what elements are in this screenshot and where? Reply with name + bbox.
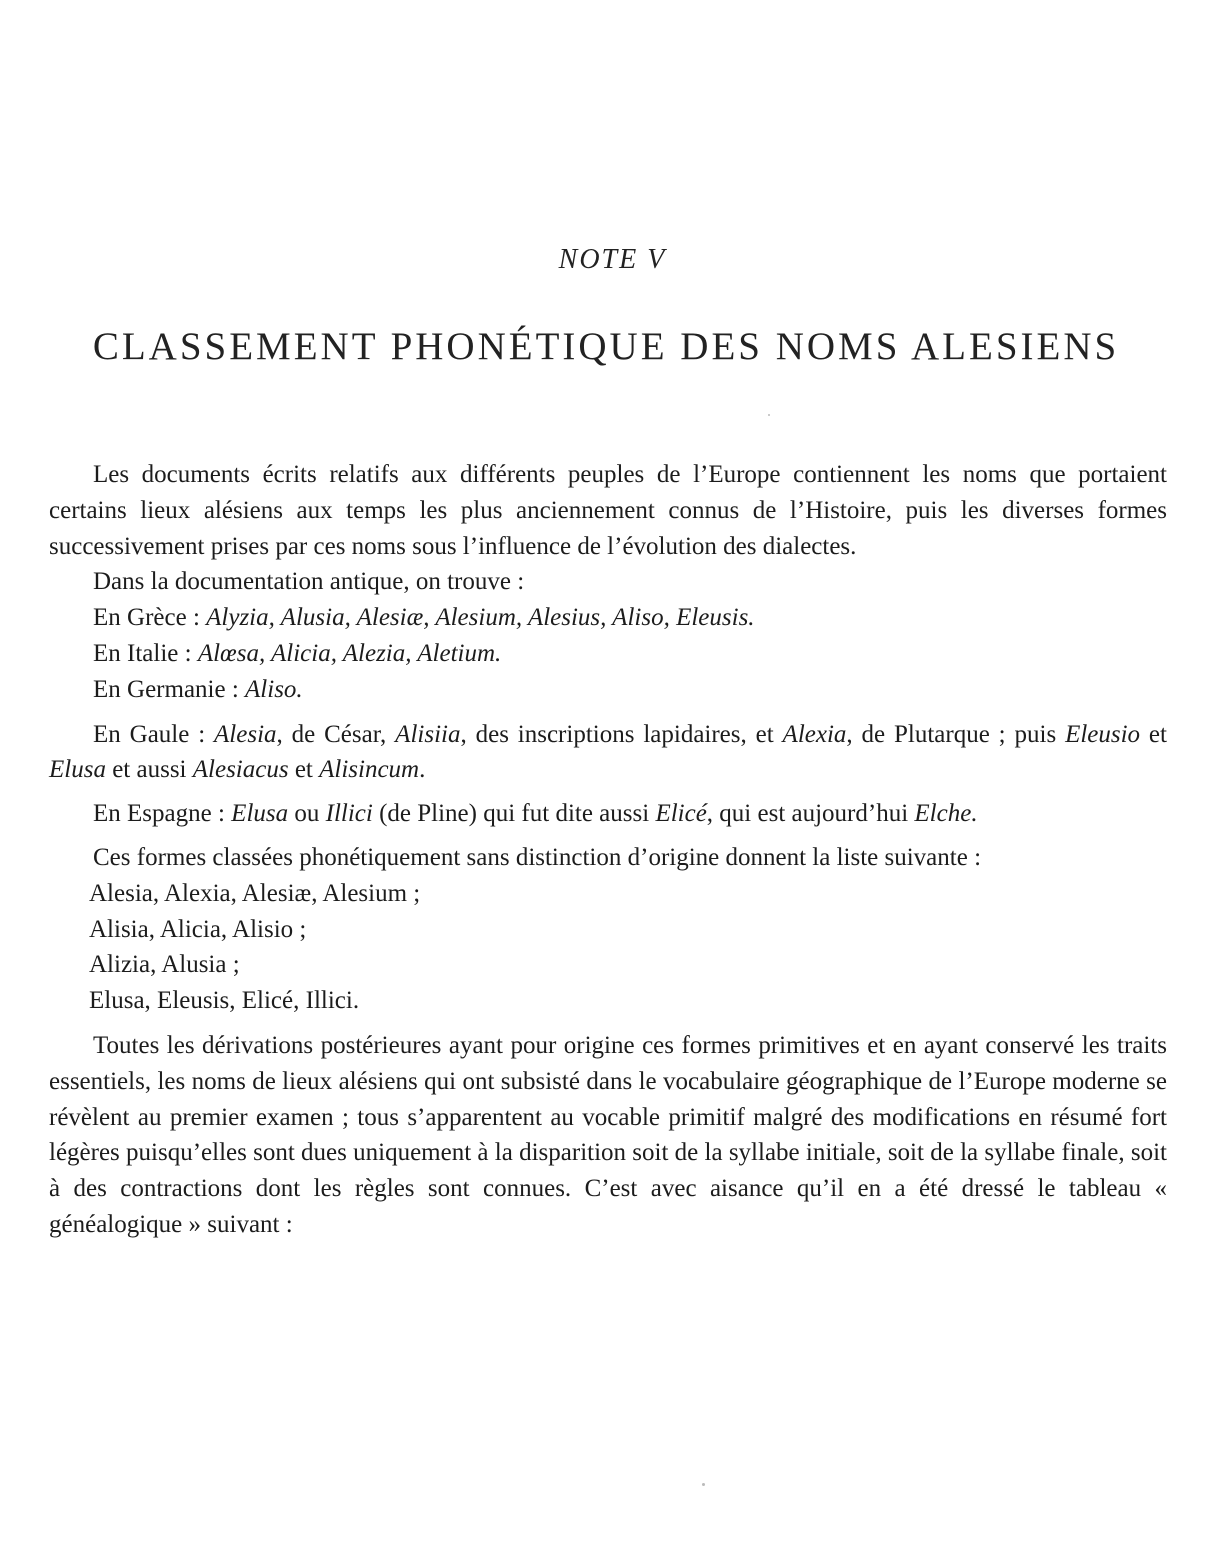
italie-names: Alœsa, Alicia, Alezia, Aletium.: [197, 639, 502, 667]
list-item: Alisia, Alicia, Alisio ;: [89, 915, 307, 943]
classement-paragraph: Ces formes classées phonétiquement sans distinction d’origine donnent la liste suivante :: [93, 843, 982, 871]
paper-speck: [702, 1483, 705, 1486]
list-item: Alizia, Alusia ;: [89, 951, 240, 979]
intro-paragraph: Les documents écrits relatifs aux différents peuples de l’Europe contiennent les noms que portaient certains lieux alésiens aux temps les plus anciennement connus de l’Histoire, puis les diverses formes successivement prises par ces noms sous l’influence de l’évolution des dialectes.: [49, 461, 1167, 560]
italie-label: En Italie :: [93, 639, 198, 667]
gaule-name: Alesia: [214, 720, 277, 748]
gaule-text: , de Plutarque ; puis: [846, 720, 1066, 748]
gaule-name: Alexia: [782, 720, 847, 748]
gaule-text: et aussi: [105, 756, 193, 784]
paper-speck: [768, 414, 770, 416]
germanie-names: Aliso.: [245, 675, 303, 703]
gaule-text: et: [288, 756, 320, 784]
espagne-name: Elicé: [655, 800, 707, 828]
espagne-text: ou: [288, 800, 326, 828]
gaule-text: et: [1140, 720, 1167, 748]
gaule-name: Alisincum: [319, 756, 420, 784]
page-title: CLASSEMENT PHONÉTIQUE DES NOMS ALESIENS: [92, 325, 1120, 368]
espagne-name: Elche.: [914, 800, 978, 828]
conclusion-paragraph: Toutes les dérivations postérieures ayant pour origine ces formes primitives et en ayant conservé les traits essentiels, les noms de lieux alésiens qui ont subsisté dans le vocabulaire géographique de l’Europe moderne se révèlent au premier examen ; tous s’apparentent au vocable primitif malgré des modifications en résumé fort légères puisqu’elles sont dues uniquement à la disparition soit de la syllabe initiale, soit de la syllabe finale, soit à des contractions dont les règles sont connues. C’est avec aisance qu’il en a été dressé le tableau « généalogique » suivant :: [49, 1031, 1167, 1238]
antique-intro-paragraph: Dans la documentation antique, on trouve :: [93, 568, 525, 596]
gaule-name: Eleusio: [1065, 720, 1141, 748]
gaule-name: Alesiacus: [192, 756, 289, 784]
grece-names: Alyzia, Alusia, Alesiæ, Alesium, Alesius, Aliso, Eleusis.: [206, 604, 755, 632]
body-text: [49, 457, 1167, 1243]
germanie-line: [49, 672, 1167, 708]
espagne-text: (de Pline) qui fut dite aussi: [372, 800, 656, 828]
espagne-name: Elusa: [231, 800, 289, 828]
espagne-label: En Espagne :: [93, 800, 232, 828]
list-item: Alesia, Alexia, Alesiæ, Alesium ;: [89, 879, 421, 907]
grece-label: En Grèce :: [93, 604, 207, 632]
espagne-text: , qui est aujourd’hui: [706, 800, 915, 828]
gaule-text: .: [419, 756, 426, 784]
italie-line: [49, 636, 1167, 672]
gaule-name: Elusa: [49, 756, 106, 784]
grece-line: [49, 600, 1167, 636]
gaule-name: Alisiia: [395, 720, 461, 748]
germanie-label: En Germanie :: [93, 675, 246, 703]
espagne-name: Illici: [325, 800, 373, 828]
gaule-text: , de César,: [276, 720, 396, 748]
gaule-text: , des inscriptions lapidaires, et: [460, 720, 783, 748]
note-label: NOTE V: [558, 244, 667, 275]
gaule-label: En Gaule :: [93, 720, 215, 748]
gaule-paragraph: [49, 717, 1167, 789]
list-item: Elusa, Eleusis, Elicé, Illici.: [89, 987, 360, 1015]
espagne-paragraph: [49, 796, 1167, 832]
